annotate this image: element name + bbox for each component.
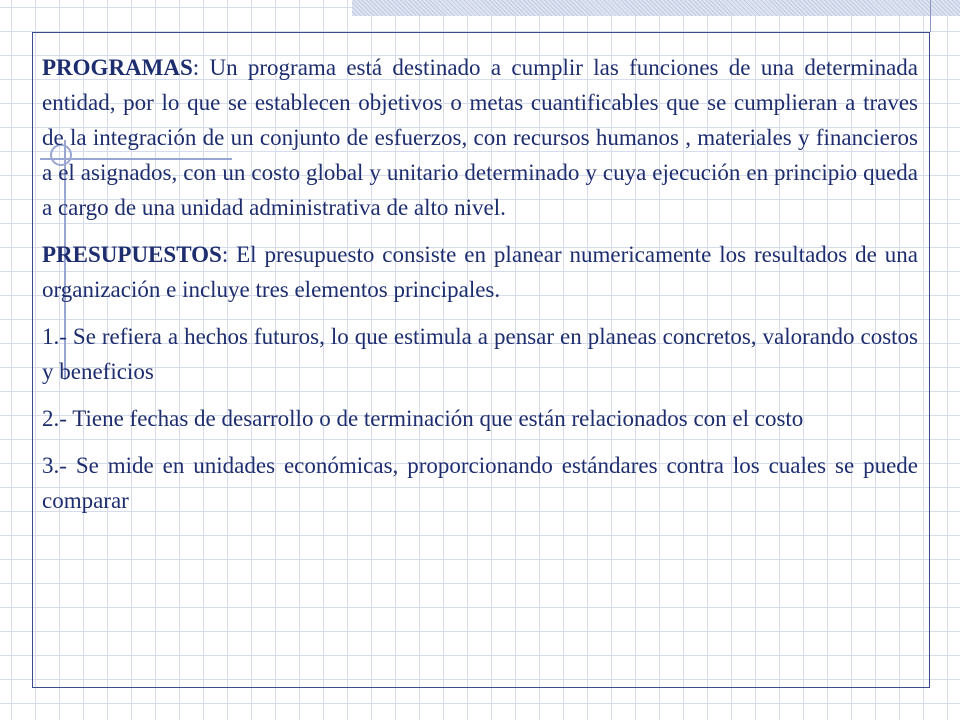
list-item-3: 3.- Se mide en unidades económicas, proporcionando estándares contra los cuales se puede comparar — [42, 453, 918, 513]
list-item-1: 1.- Se refiera a hechos futuros, lo que estimula a pensar en planeas concretos, valorando costos y beneficios — [42, 324, 918, 384]
slide-body — [42, 50, 918, 530]
top-right-decorative-line — [930, 0, 931, 32]
definition-presupuestos: : El presupuesto consiste en planear numericamente los resultados de una organización e incluye tres elementos principales. — [42, 242, 918, 302]
top-decorative-band — [352, 0, 960, 16]
paragraph-presupuestos — [42, 237, 918, 307]
paragraph-programas — [42, 50, 918, 225]
term-programas: PROGRAMAS — [42, 55, 193, 80]
list-item-2: 2.- Tiene fechas de desarrollo o de terminación que están relacionados con el costo — [42, 406, 804, 431]
term-presupuestos: PRESUPUESTOS — [42, 242, 222, 267]
definition-programas: : Un programa está destinado a cumplir las funciones de una determinada entidad, por lo que se establecen objetivos o metas cuantificables que se cumplieran a traves de la integración de un conjunto de esfuerzos, con recursos humanos , materiales y financieros a el asignados, con un costo global y unitario determinado y cuya ejecución en principio queda a cargo de una unidad administrativa de alto nivel. — [42, 55, 918, 220]
